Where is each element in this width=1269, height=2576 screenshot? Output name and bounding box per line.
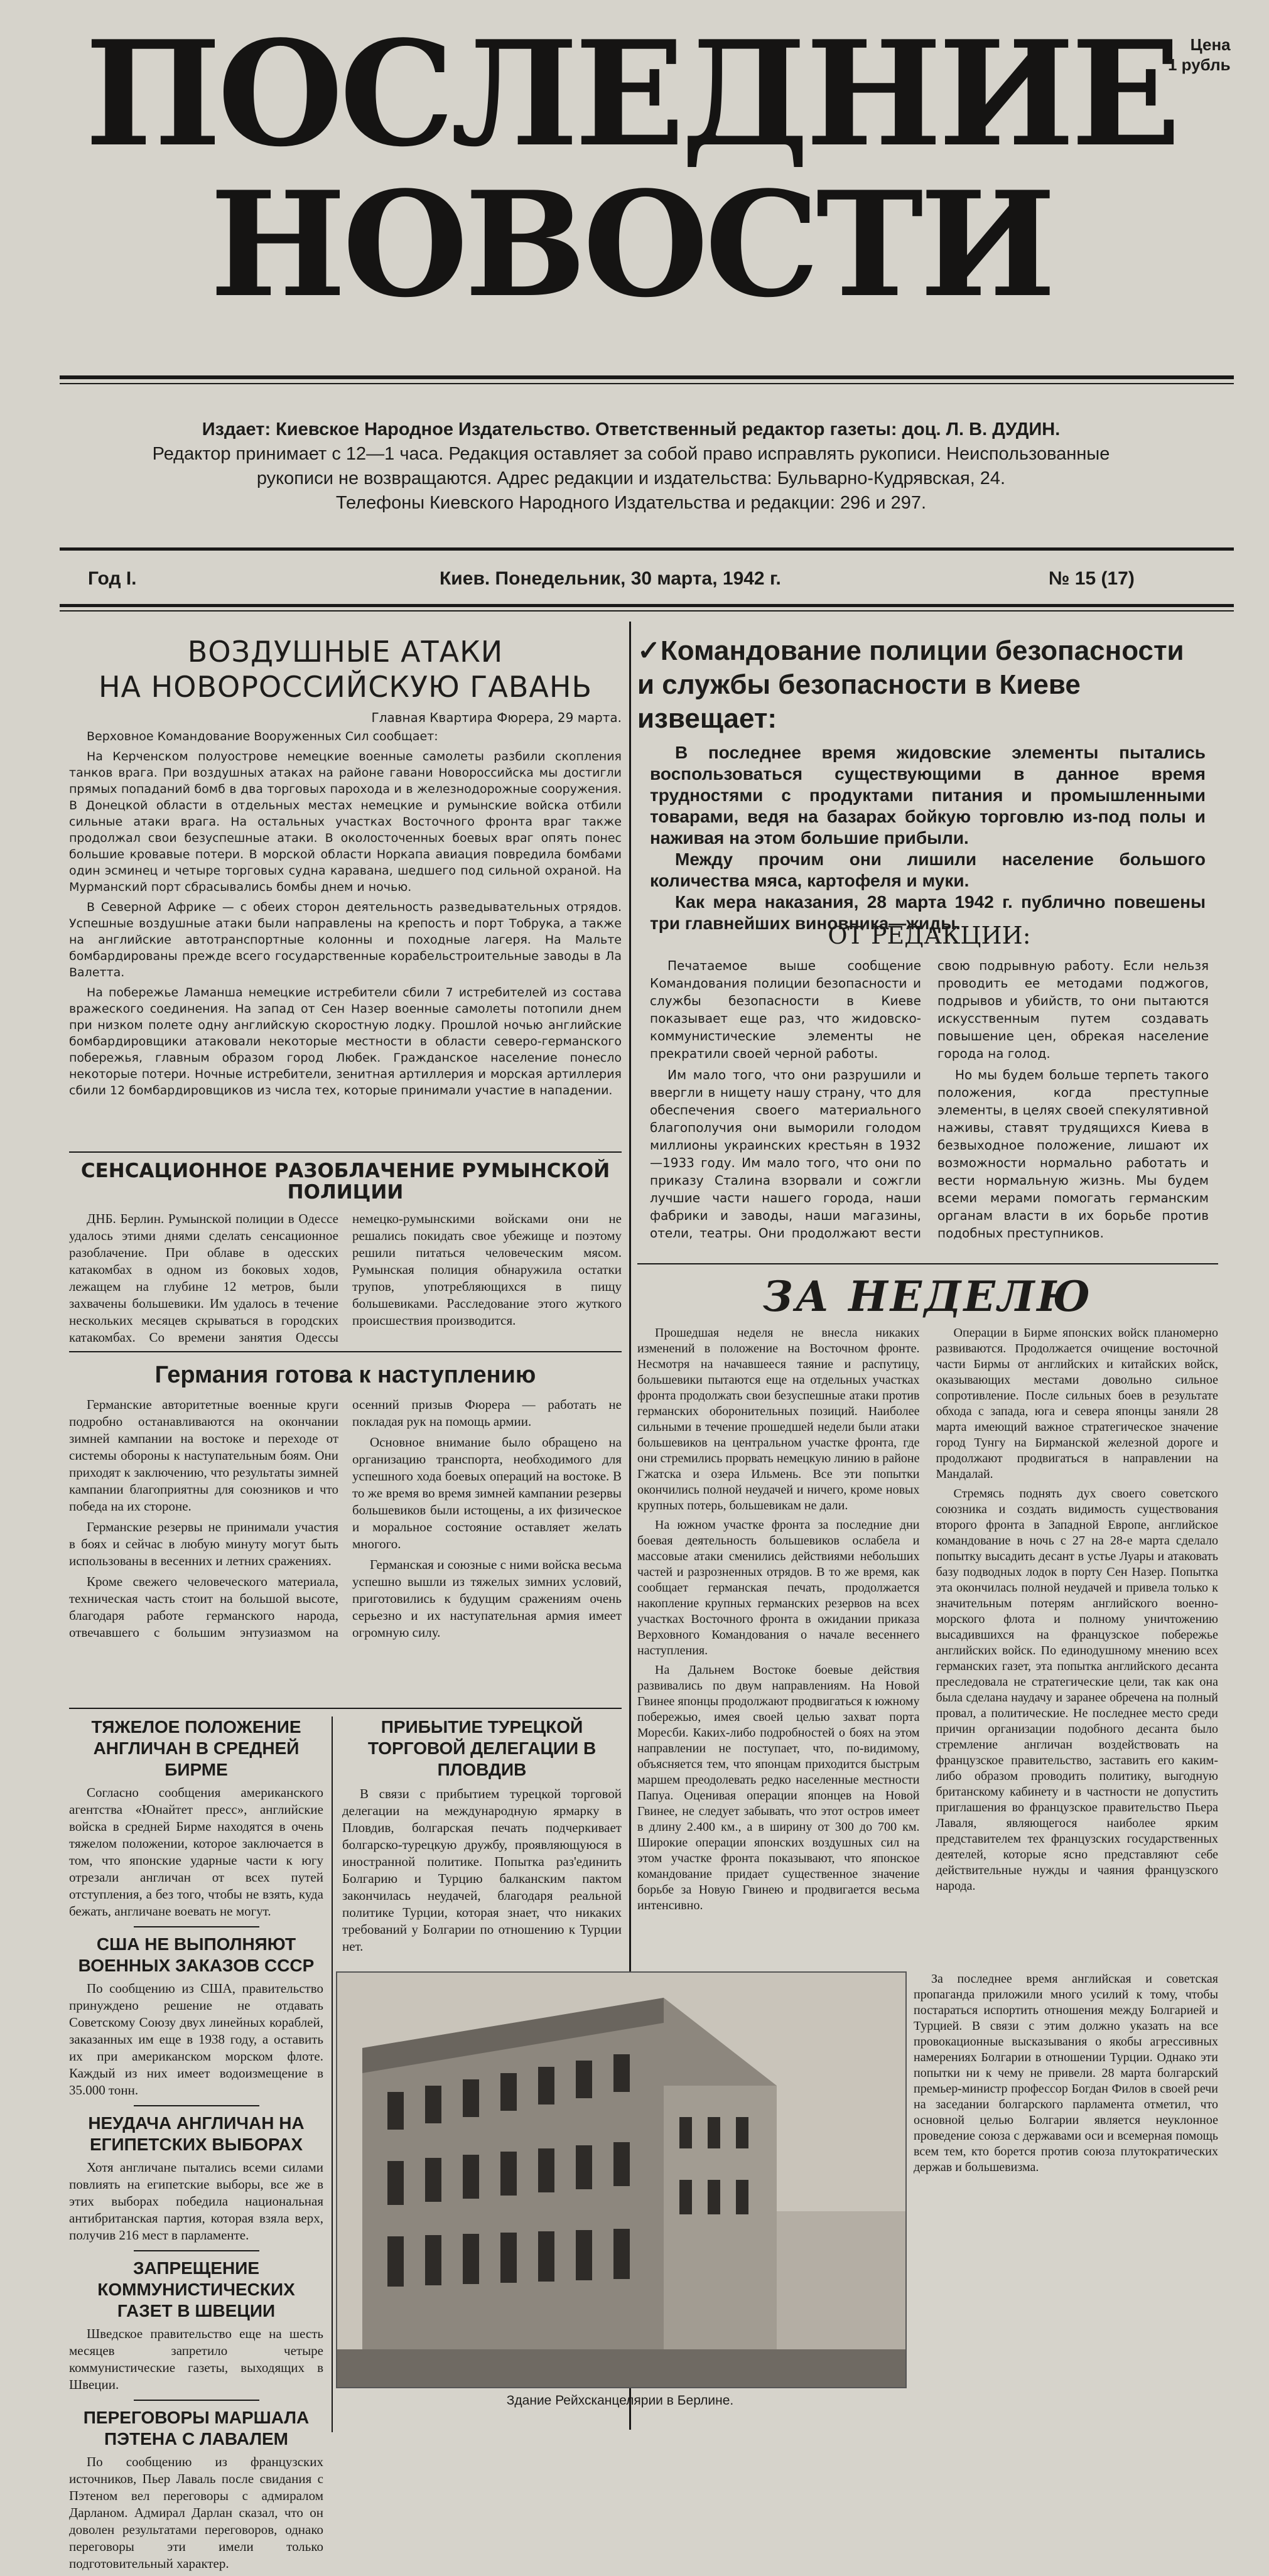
germany-p5: Германская и союзные с ними войска весьма успешно вышли из тяжелых зимних условий, приготовились к будущим сражениям очень серьезно и их наступательная армия имеет огромную силу.: [352, 1557, 622, 1640]
article-editorial: [650, 922, 1209, 1244]
petain-title: ПЕРЕГОВОРЫ МАРШАЛА ПЭТЕНА С ЛАВАЛЕМ: [83, 2408, 310, 2449]
article-turkey: [342, 1716, 622, 1959]
week-p1: Прошедшая неделя не внесла никаких изменений в положение на Восточном фронте. Несмотря на начавшееся таяние и распутицу, большевики пытаются еще на отдельных участках фронта продолжать свои безуспешные атаки против германских оборонительных позиций. Наиболее сильными в течение прошедшей недели были атаки большевиков на центральном участке фронта, где они стремились прорвать немецкую линию в районе Гжатска и озера Ильмень. Все эти попытки окончились полной неудачей и ничего, кроме новых крупных потерь, большевикам не дали.: [637, 1326, 920, 1512]
air-p2: На Керченском полуострове немецкие военные самолеты разбили скопления танков врага. При воздушных атаках на районе гавани Новороссийска мы достигли прямых попаданий бомб в два торговых парохода и в железнодорожные сооружения. В Донецкой области в отдельных местах немецкие и румынские войска отбили сильные атаки врага. На остальных участках Восточного фронта враг также продолжал свои безуспешные атаки. В околосточенных боевых враг опять понес большие кровавые потери. В морской области Норкапа авиация повредила бомбами один эсминец и четыре торговых судна каравана, шедшего под сильной охраной. На Мурманский порт сбрасывались бомбы днем и ночью.: [69, 750, 622, 894]
dateline-rule-top: [60, 547, 1234, 551]
air-p4: На побережье Ламанша немецкие истребители сбили 7 истребителей из состава вражеского соединения. На запад от Сен Назер военные самолеты потопили днем при низком полете одну английскую скоростную лодку. Прошлой ночью английские бомбардировщики атаковали некоторые местности в области северо-германского побережья, главным образом город Любек. Гражданское население понесло некоторые потери. Ночные истребители, зенитная артиллерия и морская артиллерия сбили 12 бомбардировщиков из числа тех, которые принимали участие в нападении.: [69, 986, 622, 1097]
divider-sensation: [69, 1351, 622, 1352]
police-lead-p3: Как мера наказания, 28 марта 1942 г. публично повешены три главнейших виновника—жиды.: [650, 892, 1206, 933]
week-p3: На Дальнем Востоке боевые действия развивались по двум направлениям. На Новой Гвинее японцы продолжают продвигаться к южному побережью, имея своей целью захват порта Моресби. Каких-либо подробностей о боях на этом направлении не поступает, что, по-видимому, объясняется тем, что японцам приходится быстрым маршем преодолевать редко населенные местности Папуа. Оценивая операции японцев на Новой Гвинее, не следует забывать, что этот остров имеет в длину 2.400 км., а в ширину от 300 до 700 км. Широкие операции японских воздушных сил на этом участке фронта показывают, что японское командование придает существенное значение борьбе за Новую Гвинею и продвигается весьма интенсивно.: [637, 1663, 920, 1912]
week-p4: Операции в Бирме японских войск планомерно развиваются. Продолжается очищение восточной части Бирмы от английских и китайских войск, оказывающих местами довольно сильное сопротивление. После сильных боев в результате обхода с запада, юга и севера японцы заняли 28 марта имеющий важное стратегическое значение город Тунгу на Бирманской железной дороге и продолжают продвигаться в направлении на Мандалай.: [936, 1326, 1218, 1481]
air-body: [69, 709, 622, 1099]
petain-body: [69, 2454, 323, 2572]
publisher-line4: Телефоны Киевского Народного Издательства и редакции: 296 и 297.: [335, 493, 927, 513]
police-lead: [637, 742, 1218, 934]
masthead-rule-thin: [60, 383, 1234, 384]
sweden-body: [69, 2325, 323, 2393]
divider-editorial: [637, 1263, 1218, 1264]
check-mark-icon: ✓: [637, 635, 661, 666]
photo-caption: Здание Рейхсканцелярии в Берлине.: [506, 2393, 734, 2408]
dateline-rule-bottom-thin: [60, 610, 1234, 612]
divider-germany: [69, 1708, 622, 1709]
egypt-body: [69, 2159, 323, 2244]
divider-usa: [134, 2105, 259, 2106]
week-body-continued: [914, 1971, 1218, 2175]
germany-p3: Кроме свежего человеческого материала, техническая часть стоит на большой высоте, благодаря работе германского народа, отвечавшего с большим энтузиазмом на осенний призыв Фюрера — работать не покладая рук на помощь армии.: [69, 1397, 622, 1640]
article-germany: [69, 1360, 622, 1643]
photo-reichskanzlei: [336, 1971, 907, 2388]
dateline-rule-bottom: [60, 604, 1234, 607]
air-p3: В Северной Африке — с обеих сторон деятельность разведывательных отрядов. Успешные воздушные атаки были направлены на крепость и порт Тобрука, а также на английские автотранспортные колонны и походные лагеря. На Мальте бомбардированы прежде всего государственные корабельстроительные заводы в Ла Валетта.: [69, 900, 622, 979]
left-narrow-column: [69, 1716, 323, 2576]
sensation-body: [69, 1210, 622, 1346]
masthead-title-line2: НОВОСТИ: [210, 160, 1052, 330]
sweden-p1: Шведское правительство еще на шесть месяцев запретило четыре коммунистические газеты, выходящих в Швеции.: [69, 2326, 323, 2392]
publisher-info: [69, 418, 1193, 515]
article-air-attacks: [69, 634, 622, 1102]
usa-title: США НЕ ВЫПОЛНЯЮТ ВОЕННЫХ ЗАКАЗОВ СССР: [78, 1934, 315, 1975]
price-label: Цена: [1190, 35, 1231, 54]
week-title: ЗА НЕДЕЛЮ: [763, 1272, 1093, 1321]
burma-body: [69, 1784, 323, 1920]
article-week: [637, 1271, 1218, 1968]
air-title-line2: НА НОВОРОССИЙСКУЮ ГАВАНЬ: [98, 670, 593, 704]
masthead-title: [60, 9, 1202, 330]
police-title-line2: и службы безопасности в Киеве извещает:: [637, 669, 1081, 734]
burma-title: ТЯЖЕЛОЕ ПОЛОЖЕНИЕ АНГЛИЧАН В СРЕДНЕЙ БИРМЕ: [91, 1717, 301, 1779]
egypt-title: НЕУДАЧА АНГЛИЧАН НА ЕГИПЕТСКИХ ВЫБОРАХ: [88, 2113, 305, 2154]
publisher-line2: Редактор принимает с 12—1 часа. Редакция оставляет за собой право исправлять рукописи. Неиспользованные: [152, 444, 1110, 464]
photo-building-drawing: [337, 1973, 905, 2387]
price-value: 1 рубль: [1168, 55, 1231, 74]
dateline-date: Киев. Понедельник, 30 марта, 1942 г.: [440, 568, 781, 589]
petain-p1: По сообщению из французских источников, Пьер Лаваль после свидания с Пэтеном вел переговоры с адмиралом Дарланом. Адмирал Дарлан сказал, что он доволен результатами переговоров, однако переговоры эти имели только подготовительный характер.: [69, 2454, 323, 2571]
sweden-title: ЗАПРЕЩЕНИЕ КОММУНИСТИЧЕСКИХ ГАЗЕТ В ШВЕЦИИ: [97, 2258, 295, 2320]
week-p6: За последнее время английская и советская пропаганда приложили много усилий к тому, чтобы постараться испортить отношения между Болгарией и Турцией. В связи с этим должно указать на все провокационные высказывания о якобы агрессивных намерениях Болгарии в отношении Турции. Однако эти попытки ни к чему не привели. 28 марта болгарский премьер-министр профессор Богдан Филов в своей речи на заседании болгарского парламента отметил, что основной целью Болгарии является неуклонное проведение союза с державами оси и всемерная помощь всем тем, кто борется против союза плутократических держав и большевизма.: [914, 1972, 1218, 2174]
column-divider-left: [332, 1716, 333, 2432]
sensation-p1: ДНБ. Берлин. Румынской полиции в Одессе удалось этими днями сделать сенсационное разоблачение. При облаве в одесских катакомбах в одном из боковых ходов, лежащем на глубине 12 метров, были захвачены большевики. Им удалось в течение нескольких месяцев скрываться в городских катакомбах. Со времени занятия Одессы немецко-румынскими войсками они не решались покидать свое убежище и поэтому решили питаться человеческим мясом. Румынская полиция обнаружила остатки трупов, употребляющихся в пищу большевиками. Расследование этого жуткого происшествия производится.: [69, 1211, 622, 1345]
masthead-title-line1: ПОСЛЕДНИЕ: [85, 9, 1177, 179]
turkey-body: [342, 1786, 622, 1955]
editorial-p1: Печатаемое выше сообщение Командования полиции безопасности и службы безопасности в Киеве показывает еще раз, что жидовско-коммунистические элементы не прекратили своей черной работы.: [650, 958, 921, 1061]
usa-body: [69, 1980, 323, 2099]
divider-sweden: [134, 2400, 259, 2401]
dateline-year: Год I.: [88, 568, 137, 589]
masthead-rule: [60, 375, 1234, 379]
air-dateline: Главная Квартира Фюрера, 29 марта.: [371, 710, 622, 725]
sensation-title: СЕНСАЦИОННОЕ РАЗОБЛАЧЕНИЕ РУМЫНСКОЙ ПОЛИЦИИ: [80, 1160, 610, 1204]
germany-p2: Германские резервы не принимали участия в боях и сейчас в любую минуту могут быть использованы в весенних и летних сражениях.: [69, 1519, 338, 1568]
week-body: [637, 1325, 1218, 1914]
germany-body: [69, 1396, 622, 1643]
turkey-title: ПРИБЫТИЕ ТУРЕЦКОЙ ТОРГОВОЙ ДЕЛЕГАЦИИ В ПЛОВДИВ: [367, 1717, 597, 1779]
egypt-p1: Хотя англичане пытались всеми силами повлиять на египетские выборы, все же в этих выборах победила национальная антибританская партия, которая взяла верх, получив 216 мест в парламенте.: [69, 2160, 323, 2243]
police-lead-p1: В последнее время жидовские элементы пытались воспользоваться существующими в данное время трудностями с продуктами питания и промышленными товарами, ведя на базарах бойкую торговлю из-под полы и наживая на этом большие прибыли.: [650, 743, 1206, 848]
usa-p1: По сообщению из США, правительство принуждено решение не отдавать Советскому Союзу двух линейных кораблей, заказанных им еще в 1938 году, а оставить их при американском морском флоте. Каждый из них имеет водоизмещение в 35.000 тонн.: [69, 1981, 323, 2098]
police-title-line1: ✓Командование полиции безопасности: [637, 635, 1184, 666]
divider-burma: [134, 1926, 259, 1927]
germany-p1: Германские авторитетные военные круги подробно останавливаются на окончании зимней кампании на востоке и переходе от системы обороны к наступательным боям. Они приходят к заключению, что результаты зимней кампании благоприятны для союзников и что победа на их стороне.: [69, 1397, 338, 1514]
week-p5: Стремясь поднять дух своего советского союзника и создать видимость существования второго фронта в Западной Европе, английское командование в ночь с 27 на 28-е марта сделало попытку высадить десант в устье Луары и атаковать базу подводных лодок в порту Сен Назер. Попытка эта окончилась полной неудачей и привела только к значительным потерям английского военно-морского флота и полному уничтожению высадившихся на французское побережье английских войск. По единодушному мнению всех германских газет, эта попытка английского десанта преследовала не стратегические цели, так как она была сделана наудачу и заранее обречена на полный провал, а политические. Не последнее место среди причин организации подобного десанта было стремление англичан воздействовать на французское правительство, заставить его каким-либо образом проводить политику, выгодную британскому кабинету и в частности не допустить приглашения во французское правительство Пьера Лаваля, являющегося наиболее ярким представителем тех французских государственных деятелей, которые ясно представляют себе действительные нужды и чаяния французского народа.: [936, 1487, 1218, 1893]
week-p2: На южном участке фронта за последние дни боевая деятельность большевиков ослабела и массовые атаки сменились действиями небольших частей и разрозненных отрядов. В то же время, как сообщает германская печать, продолжается накопление крупных германских резервов на всех участках Восточного фронта в ожидании приказа Верховного Командования о начале весеннего наступления.: [637, 1518, 920, 1657]
editorial-p3: Но мы будем больше терпеть такого положения, когда преступные элементы, в целях своей спекулятивной наживы, ставят трудящихся Киева в безвыходное положение, лишают их возможности нормально работать и вести нормальную жизнь. Мы будем всеми мерами помогать германским органам власти в их борьбе против подобных преступников.: [937, 1067, 1209, 1241]
article-sensation: [69, 1160, 622, 1346]
article-police: [637, 634, 1218, 934]
dateline-number: № 15 (17): [1049, 568, 1135, 589]
price-box: [1168, 35, 1231, 75]
divider-egypt: [134, 2250, 259, 2251]
publisher-line1: Издает: Киевское Народное Издательство. Ответственный редактор газеты: доц. Л. В. ДУДИН.: [202, 419, 1061, 439]
divider-air: [69, 1151, 622, 1153]
germany-p4: Основное внимание было обращено на организацию транспорта, необходимого для успешного хода боевых операций на востоке. В то же время во время зимней кампании резервы большевиков были истощены, а их физическое и моральное состояние оставляет желать многого.: [352, 1435, 622, 1551]
turkey-p1: В связи с прибытием турецкой торговой делегации на международную ярмарку в Пловдив, болгарская печать подчеркивает болгарско-турецкую дружбу, проявляющуюся в иностранной политике. Попытка раз'единить Болгарию и Турцию балканским пактом закончилась неудачей, благодаря реальной политике Турции, которая знает, что никаких требований у Болгарии по отношению к Турции нет.: [342, 1786, 622, 1954]
editorial-title: ОТ РЕДАКЦИИ:: [828, 922, 1031, 949]
air-title-line1: ВОЗДУШНЫЕ АТАКИ: [187, 635, 504, 669]
editorial-body: [650, 957, 1209, 1244]
germany-title: Германия готова к наступлению: [154, 1362, 536, 1388]
police-lead-p2: Между прочим они лишили население большого количества мяса, картофеля и муки.: [650, 849, 1206, 890]
editorial-p2: Им мало того, что они разрушили и ввергли в нищету нашу страну, что для обеспечения своего материального благополучия они выморили голодом миллионы украинских крестьян в 1932—1933 году. Им мало того, что они по приказу Сталина взорвали и сожгли лучшие части нашего города, наши фабрики и заводы, наши магазины, отели, театры. Они продолжают вести свою подрывную работу. Если нельзя проводить ее методами поджогов, подрывов и убийств, то они пытаются искусственным путем создавать повышение цен, обрекая население города на голод.: [650, 958, 1209, 1241]
publisher-line3: рукописи не возвращаются. Адрес редакции и издательства: Бульварно-Кудрявская, 24.: [256, 468, 1006, 488]
air-p1: Верховное Командование Вооруженных Сил сообщает:: [87, 730, 438, 743]
week-continuation: [914, 1971, 1218, 2430]
burma-p1: Согласно сообщения американского агентства «Юнайтет пресс», английские войска в средней Бирме находятся в очень тяжелом положении, которое заключается в том, что японские ударные части к югу отрезали англичан от всех путей отступления, а без того, чтобы не взять, куда бежать, англичане воевать не могут.: [69, 1785, 323, 1919]
